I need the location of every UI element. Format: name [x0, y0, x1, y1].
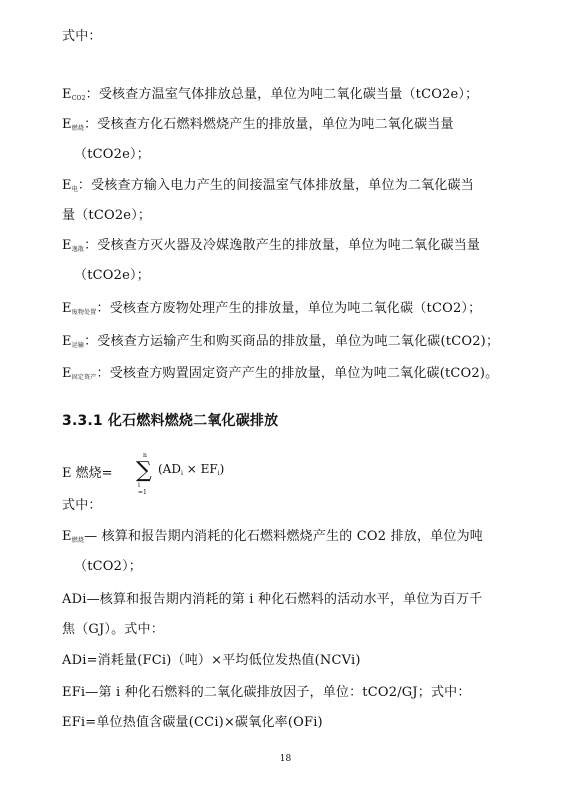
definition-text: — 核算和报告期内消耗的化石燃料燃烧产生的 CO2 排放，单位为吨: [84, 529, 483, 544]
formula-lhs: E 燃烧=: [62, 466, 113, 481]
symbol-e: E: [62, 334, 72, 349]
subscript-fugitive: 逸散: [71, 246, 85, 253]
symbol-e: E: [62, 529, 72, 544]
definition-text: ：受核查方灭火器及冷媒逸散产生的排放量，单位为吨二氧化碳当量: [84, 238, 481, 253]
definition-text: ：受核查方废物处理产生的排放量，单位为吨二氧化碳（tCO2）；: [96, 301, 482, 316]
definition-e-waste: [62, 300, 481, 322]
subscript-waste: 废物处置: [71, 309, 97, 316]
definition-e-combustion: [62, 116, 454, 138]
definition-text: ：受核查方输入电力产生的间接温室气体排放量，单位为二氧化碳当: [77, 178, 474, 193]
subscript-combustion: 燃烧: [71, 125, 85, 132]
definition-adi: ADi—核算和报告期内消耗的第 i 种化石燃料的活动水平，单位为百万千: [62, 592, 483, 607]
definition-efi: EFi—第 i 种化石燃料的二氧化碳排放因子，单位：tCO2/GJ；式中：: [62, 685, 471, 700]
formula-ad-subscript: i: [180, 470, 183, 477]
symbol-e: E: [62, 87, 72, 102]
formula-efi: EFi=单位热值含碳量(CCi)×碳氧化率(OFi): [62, 715, 323, 730]
definition-text: ：受核查方运输产生和购买商品的排放量，单位为吨二氧化碳(tCO2)；: [84, 334, 500, 349]
definition-e-fixed-assets: [62, 365, 498, 387]
definition-text: ：受核查方化石燃料燃烧产生的排放量，单位为吨二氧化碳当量: [84, 117, 454, 132]
definition-e-electricity-cont: 量（tCO2e）；: [62, 208, 152, 223]
summation-symbol: ∑: [136, 458, 152, 483]
section-heading: 3.3.1 化石燃料燃烧二氧化碳排放: [62, 413, 279, 429]
symbol-e: E: [62, 301, 72, 316]
subscript-electricity: 电: [71, 186, 78, 193]
definition-e-transport: [62, 333, 499, 355]
symbol-e: E: [62, 178, 72, 193]
definition-e-fugitive-cont: （tCO2e）；: [74, 268, 150, 283]
symbol-e: E: [62, 366, 72, 381]
formula-ad: (AD: [158, 462, 181, 476]
definition-text: ：受核查方购置固定资产产生的排放量，单位为吨二氧化碳(tCO2)。: [96, 366, 499, 381]
definition-e-co2: [62, 86, 478, 108]
symbol-e: E: [62, 117, 72, 132]
definition-e-electricity: [62, 177, 474, 199]
formula-ef-subscript: i: [217, 470, 220, 477]
definition-adi-cont: 焦（GJ）。式中：: [62, 622, 164, 637]
summation-lower-limit: i =1: [138, 482, 147, 496]
formula-adi: ADi=消耗量(FCi)（吨）×平均低位发热值(NCVi): [62, 653, 361, 668]
definition-e-fugitive: [62, 237, 480, 259]
definition-e-combustion-cont: （tCO2e）；: [74, 147, 150, 162]
symbol-e: E: [62, 238, 72, 253]
subscript-transport: 运输: [71, 342, 85, 349]
definition-text: ：受核查方温室气体排放总量，单位为吨二氧化碳当量（tCO2e）；: [85, 87, 479, 102]
where-label: 式中：: [62, 29, 102, 44]
summation-upper-limit: n: [143, 452, 147, 459]
subscript-fixed-assets: 固定资产: [71, 374, 97, 381]
formula-rhs: [158, 462, 224, 477]
formula-ef: × EF: [182, 462, 218, 476]
page-number: 18: [279, 754, 292, 764]
where-label-2: 式中：: [62, 498, 102, 513]
definition-e-combustion-2-cont: （tCO2）；: [74, 559, 142, 574]
definition-e-combustion-2: [62, 528, 483, 550]
subscript-co2: CO2: [71, 95, 86, 102]
subscript-combustion: 燃烧: [71, 537, 85, 544]
formula-close: ): [219, 462, 225, 476]
